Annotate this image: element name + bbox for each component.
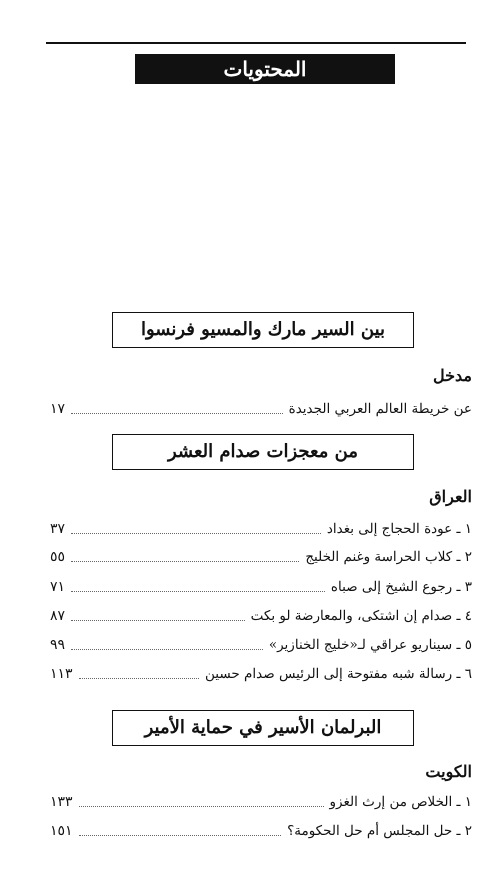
toc-entry[interactable] — [50, 634, 472, 656]
dot-leader — [71, 620, 245, 621]
toc-entry-page: ٧١ — [50, 579, 66, 595]
toc-entry-title: ٣ ـ رجوع الشيخ إلى صباه — [330, 579, 472, 595]
part-title-box: البرلمان الأسير في حماية الأمير — [112, 710, 414, 746]
dot-leader — [71, 561, 299, 562]
top-rule — [46, 42, 466, 44]
toc-entry[interactable] — [50, 791, 472, 813]
toc-entry-page: ١١٣ — [50, 666, 73, 682]
toc-entry-title: ٥ ـ سيناريو عراقي لـ«خليج الخنازير» — [268, 637, 472, 653]
toc-entry-title: عن خريطة العالم العربي الجديدة — [288, 401, 472, 417]
dot-leader — [71, 591, 325, 592]
toc-entry-page: ١٣٣ — [50, 794, 73, 810]
toc-entry[interactable] — [50, 820, 472, 842]
toc-entry-title: ٢ ـ حل المجلس أم حل الحكومة؟ — [287, 823, 472, 839]
toc-entry-title: ٤ ـ صدام إن اشتكى، والمعارضة لو بكت — [250, 608, 472, 624]
toc-entry-page: ١٧ — [50, 401, 66, 417]
toc-entry[interactable] — [50, 576, 472, 598]
toc-entry-page: ١٥١ — [50, 823, 73, 839]
dot-leader — [71, 413, 283, 414]
toc-entry[interactable] — [50, 518, 472, 540]
part-title-box: من معجزات صدام العشر — [112, 434, 414, 470]
toc-entry-title: ١ ـ الخلاص من إرث الغزو — [329, 794, 472, 810]
section-heading: مدخل — [433, 366, 472, 385]
toc-entry[interactable] — [50, 605, 472, 627]
dot-leader — [79, 806, 324, 807]
dot-leader — [71, 649, 263, 650]
toc-entry-title: ٦ ـ رسالة شبه مفتوحة إلى الرئيس صدام حسين — [204, 666, 472, 682]
toc-entry-page: ٥٥ — [50, 549, 66, 565]
section-heading: الكويت — [425, 762, 472, 781]
toc-entry-title: ٢ ـ كلاب الحراسة وغنم الخليج — [305, 549, 472, 565]
toc-entry-page: ٨٧ — [50, 608, 66, 624]
toc-entry[interactable] — [50, 546, 472, 568]
section-heading: العراق — [429, 487, 472, 506]
toc-entry-page: ٣٧ — [50, 521, 66, 537]
dot-leader — [79, 835, 282, 836]
part-title-box: بين السير مارك والمسيو فرنسوا — [112, 312, 414, 348]
toc-entry[interactable] — [50, 398, 472, 420]
dot-leader — [79, 678, 199, 679]
toc-entry-page: ٩٩ — [50, 637, 66, 653]
toc-entry-title: ١ ـ عودة الحجاج إلى بغداد — [326, 521, 472, 537]
dot-leader — [71, 533, 321, 534]
toc-entry[interactable] — [50, 663, 472, 685]
page-title: المحتويات — [135, 54, 395, 84]
